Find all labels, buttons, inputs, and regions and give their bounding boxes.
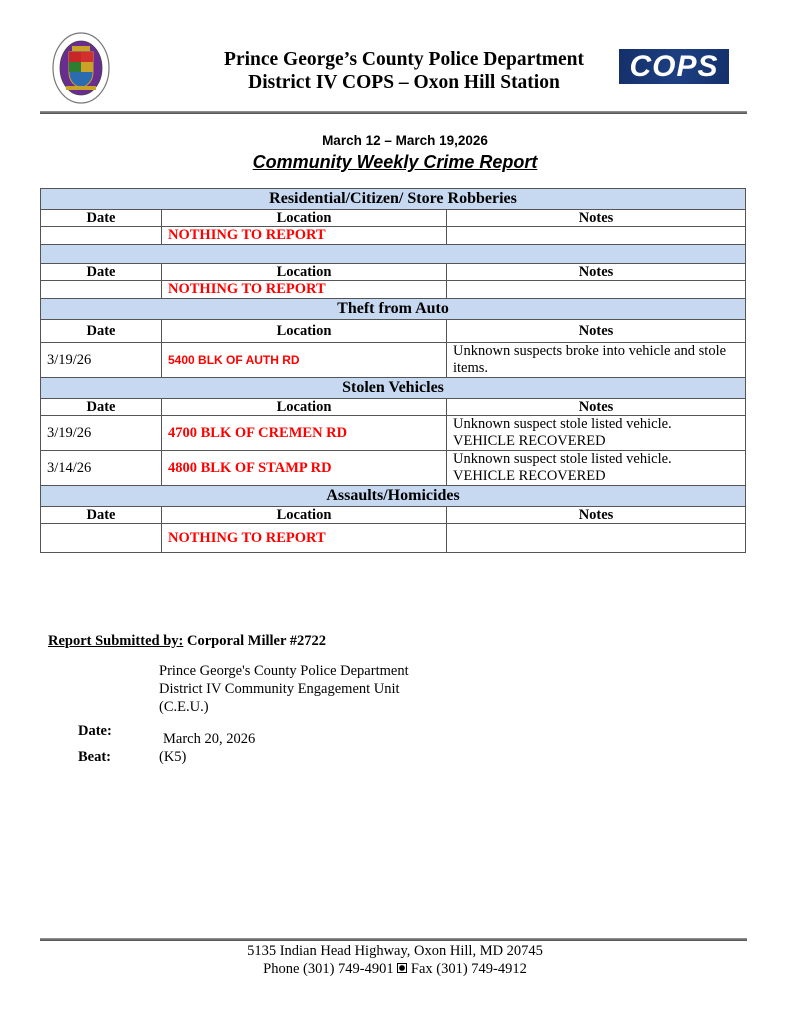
unit-name: District IV Community Engagement Unit	[159, 681, 400, 697]
footer-contact	[140, 942, 650, 978]
table-row	[41, 451, 746, 486]
column-header-notes: Notes	[447, 264, 746, 281]
column-header-notes: Notes	[447, 320, 746, 343]
column-header-notes: Notes	[447, 210, 746, 227]
location-cell: NOTHING TO REPORT	[162, 281, 447, 299]
column-header-notes: Notes	[447, 399, 746, 416]
location-cell: NOTHING TO REPORT	[162, 227, 447, 245]
column-header-date: Date	[41, 399, 162, 416]
cops-logo-icon	[619, 49, 729, 84]
column-header-date: Date	[41, 507, 162, 524]
unit-department: Prince George's County Police Department	[159, 663, 409, 679]
column-header-location: Location	[162, 320, 447, 343]
column-header-row	[41, 507, 746, 524]
date-cell	[41, 281, 162, 299]
notes-cell	[447, 281, 746, 299]
column-header-row	[41, 210, 746, 227]
column-header-row	[41, 264, 746, 281]
section-header-stolen-vehicles	[41, 378, 746, 399]
column-header-location: Location	[162, 507, 447, 524]
cops-logo-text: COPS	[629, 49, 719, 83]
notes-cell	[447, 524, 746, 553]
column-header-date: Date	[41, 210, 162, 227]
notes-status: VEHICLE RECOVERED	[453, 433, 606, 449]
unit-info	[159, 662, 409, 716]
section-title: Theft from Auto	[41, 299, 746, 320]
footer-divider	[40, 938, 747, 941]
table-row	[41, 416, 746, 451]
column-header-row	[41, 399, 746, 416]
beat-label: Beat:	[78, 749, 112, 765]
location-cell: 5400 BLK OF AUTH RD	[162, 343, 447, 378]
table-row	[41, 227, 746, 245]
notes-cell: Unknown suspects broke into vehicle and stole items.	[447, 343, 746, 378]
crime-report-table	[40, 188, 746, 553]
report-date-range: March 12 – March 19,2026	[322, 133, 488, 148]
notes-cell	[447, 227, 746, 245]
notes-status: VEHICLE RECOVERED	[453, 468, 606, 484]
notes-cell	[447, 416, 746, 451]
section-header-robberies	[41, 189, 746, 210]
header-divider	[40, 111, 747, 114]
notes-line: Unknown suspect stole listed vehicle.	[453, 451, 672, 467]
submitted-by-label: Report Submitted by:	[48, 633, 184, 649]
footer-phone: Phone (301) 749-4901	[263, 961, 394, 977]
section-header-theft-from-auto	[41, 299, 746, 320]
department-name: Prince George’s County Police Department	[224, 49, 584, 70]
submitted-by-officer: Corporal Miller #2722	[186, 633, 327, 649]
location-cell: 4800 BLK OF STAMP RD	[162, 451, 447, 486]
department-title	[160, 48, 648, 94]
date-cell: 3/19/26	[41, 416, 162, 451]
section-title: Residential/Citizen/ Store Robberies	[41, 189, 746, 210]
date-cell	[41, 227, 162, 245]
section-title: Assaults/Homicides	[41, 486, 746, 507]
date-label: Date:	[78, 723, 112, 739]
footer-address: 5135 Indian Head Highway, Oxon Hill, MD 20745	[247, 943, 543, 959]
notes-cell	[447, 451, 746, 486]
date-cell	[41, 524, 162, 553]
station-name: District IV COPS – Oxon Hill Station	[248, 72, 560, 93]
footer-fax: Fax (301) 749-4912	[410, 961, 527, 977]
column-header-notes: Notes	[447, 507, 746, 524]
section-title	[41, 245, 746, 264]
column-header-row	[41, 320, 746, 343]
table-row	[41, 343, 746, 378]
column-header-location: Location	[162, 264, 447, 281]
section-header-assaults-homicides	[41, 486, 746, 507]
section-header-untitled	[41, 245, 746, 264]
column-header-location: Location	[162, 210, 447, 227]
table-row	[41, 524, 746, 553]
notes-line: Unknown suspect stole listed vehicle.	[453, 416, 672, 432]
report-title: Community Weekly Crime Report	[252, 152, 538, 172]
location-cell: NOTHING TO REPORT	[162, 524, 447, 553]
date-cell: 3/14/26	[41, 451, 162, 486]
county-seal-icon	[52, 32, 110, 104]
unit-abbreviation: (C.E.U.)	[159, 699, 209, 715]
section-title: Stolen Vehicles	[41, 378, 746, 399]
column-header-location: Location	[162, 399, 447, 416]
location-cell: 4700 BLK OF CREMEN RD	[162, 416, 447, 451]
submitted-by	[48, 633, 326, 650]
table-row	[41, 281, 746, 299]
square-bullet-icon	[397, 963, 407, 973]
footer-phone-fax	[140, 960, 650, 978]
date-value: March 20, 2026	[163, 731, 256, 747]
column-header-date: Date	[41, 320, 162, 343]
beat-value: (K5)	[159, 749, 187, 765]
date-cell: 3/19/26	[41, 343, 162, 378]
column-header-date: Date	[41, 264, 162, 281]
